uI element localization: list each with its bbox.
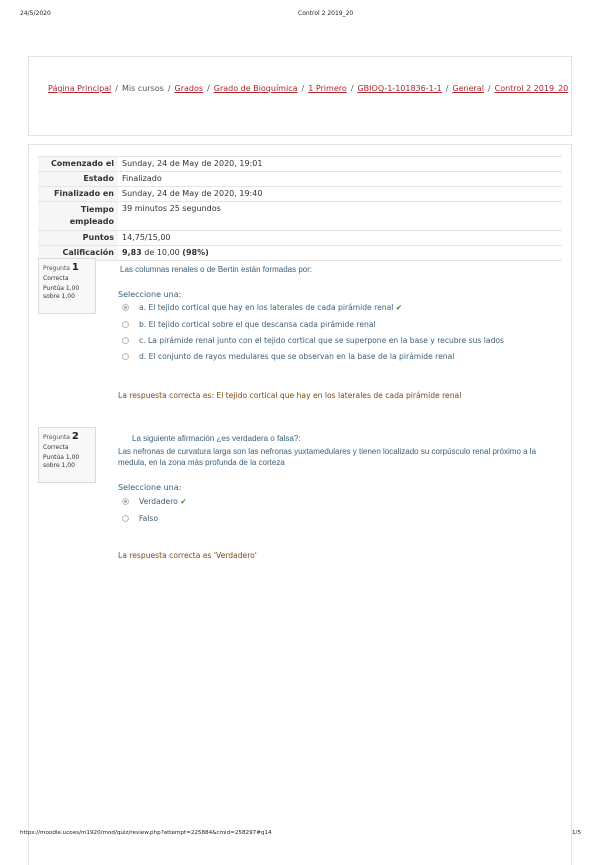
question-1-option-a[interactable]: a. El tejido cortical que hay en los laterales de cada pirámide renal ✔ — [122, 303, 402, 312]
table-row: Estado Finalizado — [38, 172, 562, 187]
question-1-option-c[interactable]: c. La pirámide renal junto con el tejido cortical que se superpone en la base y recubre sus lados — [122, 336, 504, 345]
breadcrumb-card — [28, 56, 572, 136]
question-1-info: Pregunta 1 Correcta Puntúa 1,00 sobre 1,00 — [38, 258, 96, 314]
question-number: 1 — [71, 262, 79, 273]
breadcrumb-general[interactable]: General — [452, 84, 484, 93]
question-2-select-label: Seleccione una: — [118, 483, 182, 492]
breadcrumb-home[interactable]: Página Principal — [48, 84, 112, 93]
grade-max: de 10,00 — [144, 248, 180, 257]
breadcrumb-primero[interactable]: 1 Primero — [308, 84, 347, 93]
radio-selected-icon[interactable] — [122, 498, 129, 505]
check-icon: ✔ — [395, 303, 403, 312]
breadcrumb: Página Principal / Mis cursos / Grados / Grado de Bioquímica / 1 Primero / GBIOQ-1-101836-1-1 / General / Control 2 2019_20 — [48, 84, 569, 93]
question-score: Puntúa 1,00 sobre 1,00 — [43, 285, 80, 300]
question-1-feedback: La respuesta correcta es: El tejido cortical que hay en los laterales de cada pirámide renal — [118, 391, 462, 400]
radio-icon[interactable] — [122, 353, 129, 360]
question-state: Correcta — [43, 444, 69, 451]
breadcrumb-grado-bioquimica[interactable]: Grado de Bioquímica — [213, 84, 298, 93]
question-2-statement: Las nefronas de curvatura larga son las nefronas yuxtamedulares y tienen localizado su corpúsculo renal próximo a la medula, en la zona más profunda de la corteza — [118, 447, 537, 467]
table-row: Comenzado el Sunday, 24 de May de 2020, 19:01 — [38, 157, 562, 172]
question-score: Puntúa 1,00 sobre 1,00 — [43, 454, 80, 469]
question-2-info: Pregunta 2 Correcta Puntúa 1,00 sobre 1,00 — [38, 427, 96, 483]
grade-percent: (98%) — [182, 248, 209, 257]
print-title: Control 2 2019_20 — [298, 10, 354, 17]
question-1-option-d[interactable]: d. El conjunto de rayos medulares que se observan en la base de la pirámide renal — [122, 352, 454, 361]
radio-icon[interactable] — [122, 337, 129, 344]
print-url: https://moodle.ucoes/m1920/mod/quiz/review.php?attempt=225884&cmid=258297#q14 — [20, 830, 272, 836]
radio-icon[interactable] — [122, 515, 129, 522]
table-row: Finalizado en Sunday, 24 de May de 2020, 19:40 — [38, 187, 562, 202]
print-date: 24/5/2020 — [20, 10, 51, 17]
table-row: Puntos 14,75/15,00 — [38, 231, 562, 246]
question-2-text: La siguiente afirmación ¿es verdadera o falsa?: — [132, 434, 301, 443]
question-2-option-false[interactable]: Falso — [122, 514, 158, 523]
question-1-text: Las columnas renales o de Bertin están formadas por: — [120, 265, 313, 274]
question-number: 2 — [71, 431, 79, 442]
breadcrumb-my-courses: Mis cursos — [121, 84, 164, 93]
question-2-feedback: La respuesta correcta es 'Verdadero' — [118, 551, 257, 560]
question-state: Correcta — [43, 275, 69, 282]
question-1-option-b[interactable]: b. El tejido cortical sobre el que descansa cada pirámide renal — [122, 320, 376, 329]
check-icon: ✔ — [180, 497, 187, 506]
breadcrumb-quiz[interactable]: Control 2 2019_20 — [494, 84, 569, 93]
breadcrumb-course-code[interactable]: GBIOQ-1-101836-1-1 — [357, 84, 442, 93]
table-row: Calificación 9,83 de 10,00 (98%) — [38, 246, 562, 261]
question-1-select-label: Seleccione una: — [118, 290, 182, 299]
grade-value: 9,83 — [122, 248, 142, 257]
breadcrumb-grados[interactable]: Grados — [174, 84, 204, 93]
question-2-option-true[interactable]: Verdadero ✔ — [122, 497, 187, 506]
table-row: Tiempo empleado 39 minutos 25 segundos — [38, 202, 562, 231]
radio-selected-icon[interactable] — [122, 304, 129, 311]
print-page-number: 1/5 — [572, 830, 582, 836]
attempt-summary-table — [38, 156, 562, 261]
radio-icon[interactable] — [122, 321, 129, 328]
